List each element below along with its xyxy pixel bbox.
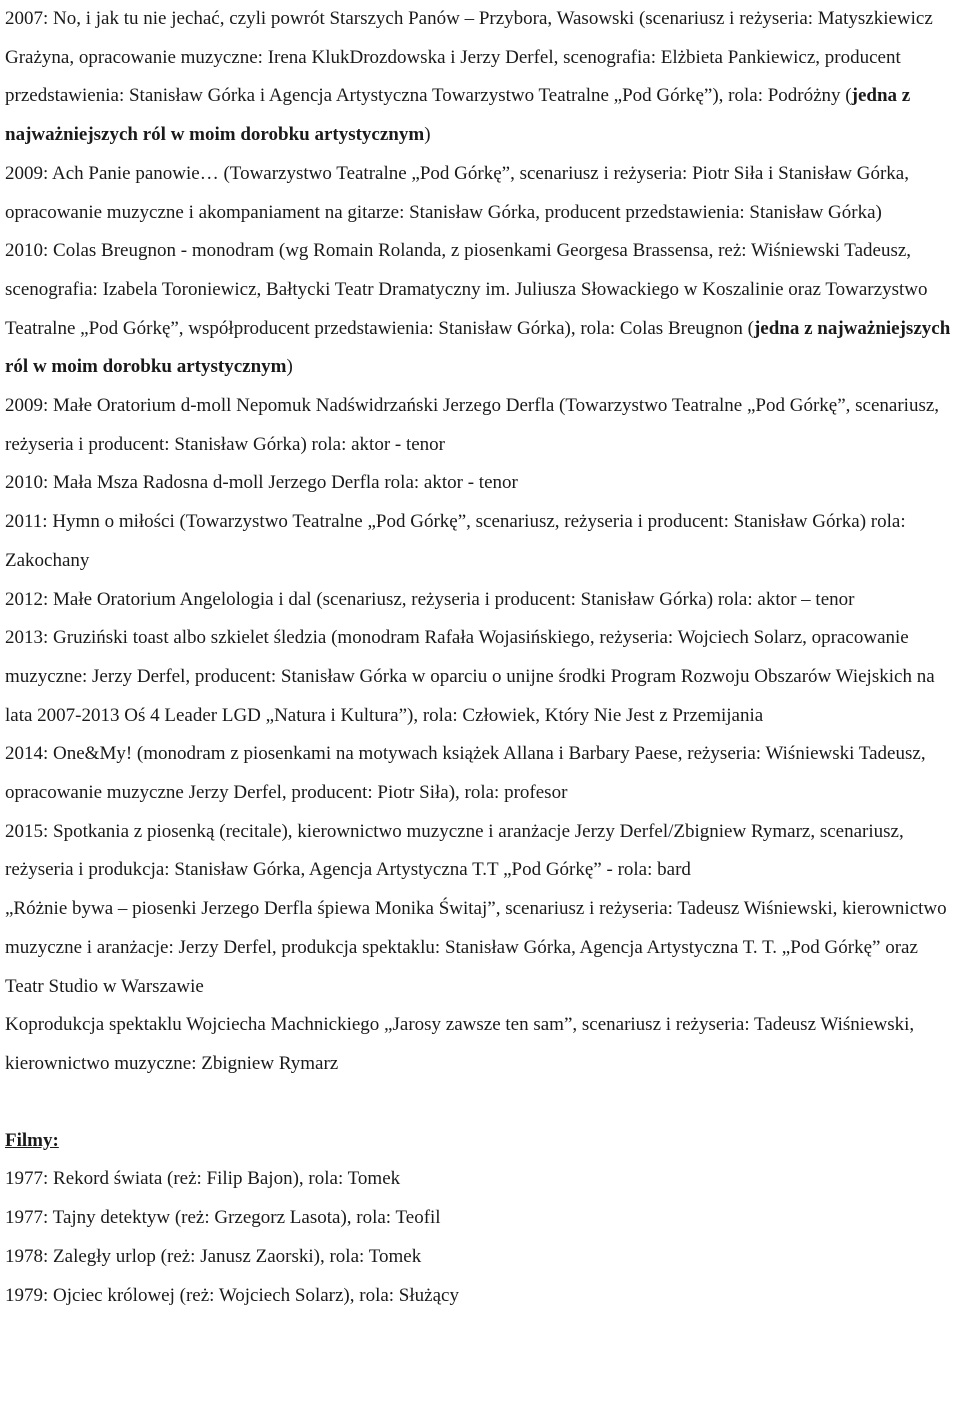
emphasis: jedna z najważniejszych ról w moim dorobku artystycznym [5, 85, 911, 146]
film-entry: 1977: Rekord świata (reż: Filip Bajon), rola: Tomek [5, 1168, 401, 1190]
films-heading: Filmy: [5, 1129, 59, 1151]
film-entry: 1979: Ojciec królowej (reż: Wojciech Solarz), rola: Służący [5, 1284, 459, 1306]
production-entry-2009-oratorium: 2009: Małe Oratorium d-moll Nepomuk Nadświdrzański Jerzego Derfla (Towarzystwo Teatralne „Pod Górkę”, scenariusz, reżyseria i producent: Stanisław Górka) rola: aktor - tenor [5, 395, 940, 455]
section-spacer [5, 1084, 960, 1122]
production-entry-2009-ach-panie: 2009: Ach Panie panowie… (Towarzystwo Teatralne „Pod Górkę”, scenariusz i reżyseria: Piotr Siła i Stanisław Górka, opracowanie muzyczne i akompaniament na gitarze: Stanisław Górka, producent przedstawienia: Stanisław Górka) [5, 162, 909, 223]
production-entry-2014: 2014: One&My! (monodram z piosenkami na motywach książek Allana i Barbary Paese, reżyseria: Wiśniewski Tadeusz, opracowanie muzyczne Jerzy Derfel, producent: Piotr Siła), rola: profesor [5, 743, 926, 804]
production-entry-2015: 2015: Spotkania z piosenką (recitale), kierownictwo muzyczne i aranżacje Jerzy Derfel/Zbigniew Rymarz, scenariusz, reżyseria i produkcja: Stanisław Górka, Agencja Artystyczna T.T „Pod Górkę” - rola: bard [5, 820, 904, 881]
production-entry-koprodukcja: Koprodukcja spektaklu Wojciecha Machnickiego „Jarosy zawsze ten sam”, scenariusz i reżyseria: Tadeusz Wiśniewski, kierownictwo muzyczne: Zbigniew Rymarz [5, 1014, 915, 1074]
production-entry-2012: 2012: Małe Oratorium Angelologia i dal (scenariusz, reżyseria i producent: Stanisław Górka) rola: aktor – tenor [5, 588, 855, 610]
production-entry-2011: 2011: Hymn o miłości (Towarzystwo Teatralne „Pod Górkę”, scenariusz, reżyseria i producent: Stanisław Górka) rola: Zakochany [5, 511, 906, 571]
document-page [5, 0, 960, 1315]
film-entry: 1978: Zaległy urlop (reż: Janusz Zaorski), rola: Tomek [5, 1245, 422, 1267]
production-entry-2010-msza: 2010: Mała Msza Radosna d-moll Jerzego Derfla rola: aktor - tenor [5, 472, 518, 494]
production-entry-2010-colas: 2010: Colas Breugnon - monodram (wg Romain Rolanda, z piosenkami Georgesa Brassensa, reż: Wiśniewski Tadeusz, scenografia: Izabela Toroniewicz, Bałtycki Teatr Dramatyczny im. Juliusza Słowackiego w Koszalinie oraz Towarzystwo Teatralne „Pod Górkę”, współproducent przedstawienia: Stanisław Górka), rola: Colas Breugnon (jedna z najważniejszych ról w moim dorobku artystycznym) [5, 240, 951, 378]
film-entry: 1977: Tajny detektyw (reż: Grzegorz Lasota), rola: Teofil [5, 1207, 441, 1229]
emphasis: jedna z najważniejszych ról w moim dorobku artystycznym [5, 317, 951, 378]
production-entry-2013: 2013: Gruziński toast albo szkielet śledzia (monodram Rafała Wojasińskiego, reżyseria: Wojciech Solarz, opracowanie muzyczne: Jerzy Derfel, producent: Stanisław Górka w oparciu o unijne środki Program Rozwoju Obszarów Wiejskich na lata 2007-2013 Oś 4 Leader LGD „Natura i Kultura”), rola: Człowiek, Który Nie Jest z Przemijania [5, 627, 935, 726]
production-entry-roznie-bywa: „Różnie bywa – piosenki Jerzego Derfla śpiewa Monika Świtaj”, scenariusz i reżyseria: Tadeusz Wiśniewski, kierownictwo muzyczne i aranżacje: Jerzy Derfel, produkcja spektaklu: Stanisław Górka, Agencja Artystyczna T. T. „Pod Górkę” oraz Teatr Studio w Warszawie [5, 898, 947, 997]
production-entry-2007: 2007: No, i jak tu nie jechać, czyli powrót Starszych Panów – Przybora, Wasowski (scenariusz i reżyseria: Matyszkiewicz Grażyna, opracowanie muzyczne: Irena KlukDrozdowska i Jerzy Derfel, scenografia: Elżbieta Pankiewicz, producent przedstawienia: Stanisław Górka i Agencja Artystyczna Towarzystwo Teatralne „Pod Górkę”), rola: Podróżny (jedna z najważniejszych ról w moim dorobku artystycznym) [5, 8, 933, 146]
